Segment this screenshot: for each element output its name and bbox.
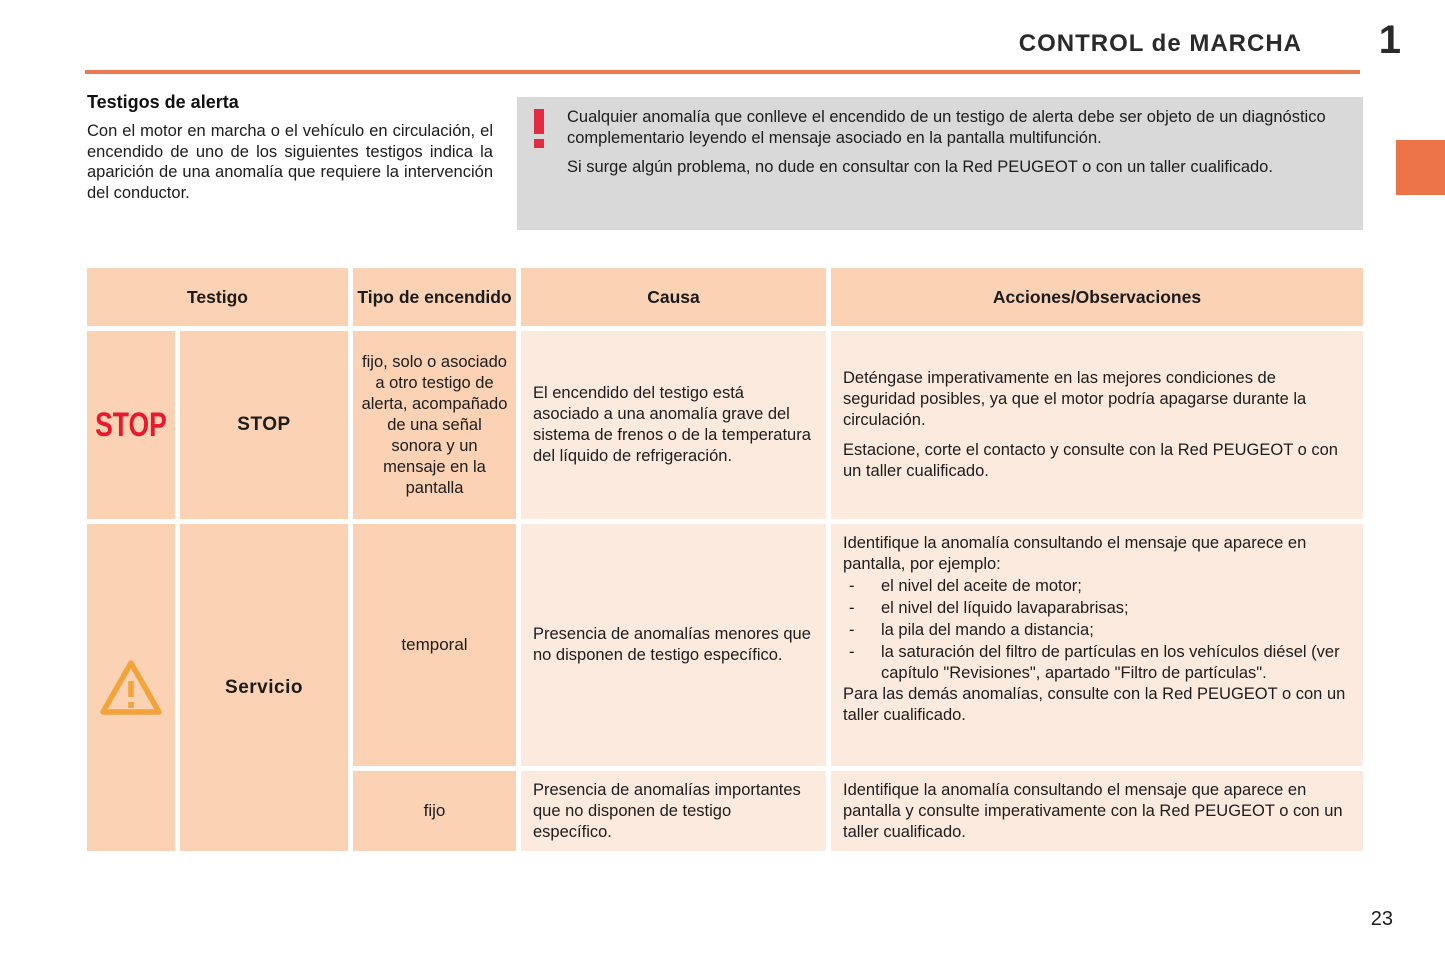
intro-section: [87, 92, 493, 203]
column-header-causa: Causa: [521, 268, 826, 326]
column-header-acciones: Acciones/Observaciones: [831, 268, 1363, 326]
chapter-side-tab: [1396, 140, 1445, 195]
testigo-name-stop: STOP: [180, 331, 348, 519]
list-item: - la saturación del filtro de partículas en los vehículos diésel (ver capítulo "Revisiones", apartado "Filtro de partículas".: [843, 642, 1351, 684]
page-title: CONTROL de MARCHA: [1018, 30, 1302, 57]
tipo-encendido-stop: fijo, solo o asociado a otro testigo de alerta, acompañado de una señal sonora y un mensaje en la pantalla: [353, 331, 516, 519]
causa-temporal: Presencia de anomalías menores que no disponen de testigo específico.: [521, 524, 826, 766]
exclamation-icon: [534, 109, 544, 148]
tipo-encendido-temporal: temporal: [353, 524, 516, 766]
intro-paragraph: Con el motor en marcha o el vehículo en circulación, el encendido de uno de los siguientes testigos indica la aparición de una anomalía que requiere la intervención del conductor.: [87, 122, 493, 202]
column-header-tipo: Tipo de encendido: [353, 268, 516, 326]
acciones-temporal: Identifique la anomalía consultando el mensaje que aparece en pantalla, por ejemplo: - el nivel del aceite de motor; - el nivel del líquido lavaparabrisas; - la pila del mando a distancia; - la saturación del filtro de partículas en los vehículos diésel (ver capítulo "Revisiones", apartado "Filtro de partículas". Para las demás anomalías, consulte con la Red PEUGEOT o con un taller cualificado.: [831, 524, 1363, 766]
causa-stop: El encendido del testigo está asociado a una anomalía grave del sistema de frenos o de la temperatura del líquido de refrigeración.: [521, 331, 826, 519]
warning-paragraph: Cualquier anomalía que conlleve el encendido de un testigo de alerta debe ser objeto de un diagnóstico complementario leyendo el mensaje asociado en la pantalla multifunción.: [567, 108, 1326, 147]
chapter-number: 1: [1378, 18, 1401, 62]
header-divider: [85, 70, 1360, 74]
intro-heading: Testigos de alerta: [87, 92, 239, 112]
warning-box: [517, 97, 1363, 230]
acciones-stop: Deténgase imperativamente en las mejores condiciones de seguridad posibles, ya que el motor podría apagarse durante la circulación. Estacione, corte el contacto y consulte con la Red PEUGEOT o con un taller cualificado.: [831, 331, 1363, 519]
stop-warning-lamp-icon: [87, 331, 175, 519]
warning-triangle-glyph: [97, 657, 165, 719]
service-warning-triangle-icon: [87, 524, 175, 851]
list-item: - la pila del mando a distancia;: [843, 620, 1351, 641]
acciones-fijo: Identifique la anomalía consultando el mensaje que aparece en pantalla y consulte imperativamente con la Red PEUGEOT o con un taller cualificado.: [831, 771, 1363, 851]
list-item: - el nivel del líquido lavaparabrisas;: [843, 598, 1351, 619]
page-number: 23: [1370, 908, 1393, 930]
alert-table: [87, 268, 1363, 851]
anomaly-examples-list: [843, 575, 1351, 684]
stop-lamp-text: STOP: [95, 405, 167, 444]
causa-fijo: Presencia de anomalías importantes que no disponen de testigo específico.: [521, 771, 826, 851]
warning-paragraph: Si surge algún problema, no dude en consultar con la Red PEUGEOT o con un taller cualificado.: [567, 158, 1273, 176]
column-header-testigo: Testigo: [87, 268, 348, 326]
testigo-name-servicio: Servicio: [180, 524, 348, 851]
list-item: - el nivel del aceite de motor;: [843, 576, 1351, 597]
tipo-encendido-fijo: fijo: [353, 771, 516, 851]
